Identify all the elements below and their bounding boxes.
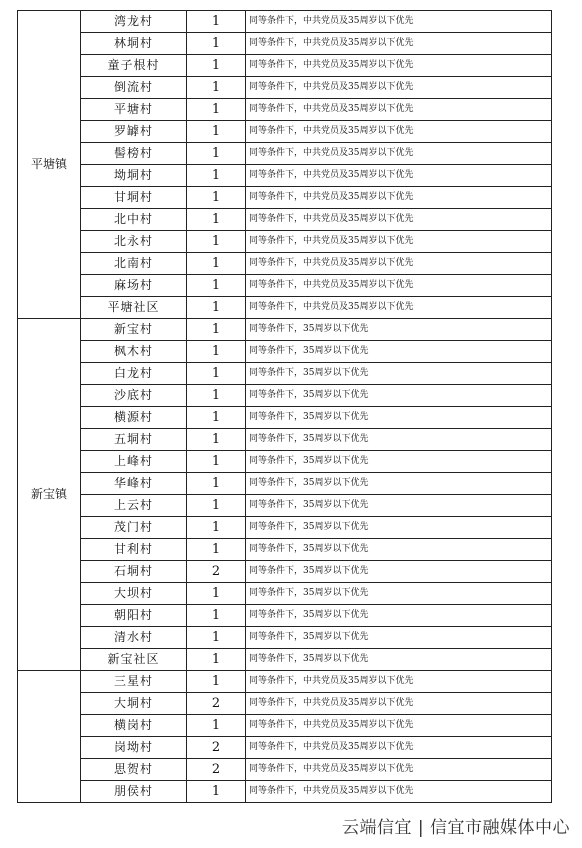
village-cell: 大垌村 (81, 693, 187, 715)
condition-cell: 同等条件下，中共党员及35周岁以下优先 (246, 781, 552, 803)
table-row (18, 275, 552, 297)
condition-cell: 同等条件下，35周岁以下优先 (246, 407, 552, 429)
count-cell: 1 (187, 583, 246, 605)
village-cell: 枫木村 (81, 341, 187, 363)
village-cell: 罗罅村 (81, 121, 187, 143)
village-cell: 平塘村 (81, 99, 187, 121)
count-cell: 1 (187, 11, 246, 33)
condition-cell: 同等条件下，35周岁以下优先 (246, 319, 552, 341)
count-cell: 1 (187, 671, 246, 693)
table-row (18, 715, 552, 737)
condition-cell: 同等条件下，中共党员及35周岁以下优先 (246, 737, 552, 759)
village-cell: 倒流村 (81, 77, 187, 99)
table-row (18, 385, 552, 407)
condition-cell: 同等条件下，35周岁以下优先 (246, 649, 552, 671)
condition-cell: 同等条件下，中共党员及35周岁以下优先 (246, 143, 552, 165)
condition-cell: 同等条件下，中共党员及35周岁以下优先 (246, 11, 552, 33)
village-cell: 北中村 (81, 209, 187, 231)
table-row (18, 143, 552, 165)
condition-cell: 同等条件下，35周岁以下优先 (246, 495, 552, 517)
count-cell: 1 (187, 649, 246, 671)
village-cell: 横岗村 (81, 715, 187, 737)
village-cell: 朝阳村 (81, 605, 187, 627)
condition-cell: 同等条件下，中共党员及35周岁以下优先 (246, 165, 552, 187)
count-cell: 1 (187, 341, 246, 363)
village-cell: 石垌村 (81, 561, 187, 583)
town-cell: 新宝镇 (18, 319, 81, 671)
condition-cell: 同等条件下，中共党员及35周岁以下优先 (246, 77, 552, 99)
condition-cell: 同等条件下，中共党员及35周岁以下优先 (246, 693, 552, 715)
village-cell: 白龙村 (81, 363, 187, 385)
village-cell: 甘利村 (81, 539, 187, 561)
count-cell: 2 (187, 693, 246, 715)
village-cell: 茂门村 (81, 517, 187, 539)
table-row (18, 737, 552, 759)
condition-cell: 同等条件下，35周岁以下优先 (246, 473, 552, 495)
count-cell: 1 (187, 715, 246, 737)
village-cell: 五垌村 (81, 429, 187, 451)
table-row (18, 319, 552, 341)
condition-cell: 同等条件下，35周岁以下优先 (246, 627, 552, 649)
count-cell: 1 (187, 385, 246, 407)
village-cell: 新宝村 (81, 319, 187, 341)
table-row (18, 671, 552, 693)
count-cell: 1 (187, 627, 246, 649)
village-cell: 湾龙村 (81, 11, 187, 33)
village-cell: 平塘社区 (81, 297, 187, 319)
table-row (18, 33, 552, 55)
town-cell (18, 671, 81, 803)
table-row (18, 517, 552, 539)
village-cell: 童子根村 (81, 55, 187, 77)
village-cell: 朋侯村 (81, 781, 187, 803)
condition-cell: 同等条件下，35周岁以下优先 (246, 517, 552, 539)
count-cell: 2 (187, 759, 246, 781)
village-cell: 清水村 (81, 627, 187, 649)
village-cell: 华峰村 (81, 473, 187, 495)
count-cell: 1 (187, 297, 246, 319)
table-row (18, 99, 552, 121)
condition-cell: 同等条件下，中共党员及35周岁以下优先 (246, 187, 552, 209)
village-cell: 坳垌村 (81, 165, 187, 187)
condition-cell: 同等条件下，中共党员及35周岁以下优先 (246, 209, 552, 231)
count-cell: 1 (187, 451, 246, 473)
condition-cell: 同等条件下，35周岁以下优先 (246, 429, 552, 451)
count-cell: 1 (187, 429, 246, 451)
condition-cell: 同等条件下，中共党员及35周岁以下优先 (246, 275, 552, 297)
table-row (18, 451, 552, 473)
village-cell: 岗坳村 (81, 737, 187, 759)
count-cell: 1 (187, 275, 246, 297)
table-row (18, 429, 552, 451)
village-cell: 北南村 (81, 253, 187, 275)
count-cell: 1 (187, 605, 246, 627)
table-row (18, 407, 552, 429)
count-cell: 1 (187, 77, 246, 99)
condition-cell: 同等条件下，35周岁以下优先 (246, 451, 552, 473)
table-row (18, 209, 552, 231)
village-cell: 新宝社区 (81, 649, 187, 671)
condition-cell: 同等条件下，35周岁以下优先 (246, 385, 552, 407)
count-cell: 1 (187, 209, 246, 231)
condition-cell: 同等条件下，中共党员及35周岁以下优先 (246, 99, 552, 121)
count-cell: 1 (187, 539, 246, 561)
condition-cell: 同等条件下，中共党员及35周岁以下优先 (246, 297, 552, 319)
table-row (18, 253, 552, 275)
village-cell: 麻场村 (81, 275, 187, 297)
recruitment-table (17, 10, 552, 803)
town-cell: 平塘镇 (18, 11, 81, 319)
table-row (18, 693, 552, 715)
count-cell: 1 (187, 495, 246, 517)
condition-cell: 同等条件下，中共党员及35周岁以下优先 (246, 715, 552, 737)
count-cell: 1 (187, 121, 246, 143)
condition-cell: 同等条件下，35周岁以下优先 (246, 605, 552, 627)
condition-cell: 同等条件下，中共党员及35周岁以下优先 (246, 231, 552, 253)
table-row (18, 165, 552, 187)
condition-cell: 同等条件下，中共党员及35周岁以下优先 (246, 55, 552, 77)
table-row (18, 121, 552, 143)
count-cell: 2 (187, 737, 246, 759)
village-cell: 甘垌村 (81, 187, 187, 209)
count-cell: 1 (187, 253, 246, 275)
table-row (18, 649, 552, 671)
table-row (18, 363, 552, 385)
table-row (18, 341, 552, 363)
count-cell: 1 (187, 517, 246, 539)
table-row (18, 473, 552, 495)
condition-cell: 同等条件下，35周岁以下优先 (246, 561, 552, 583)
table-row (18, 187, 552, 209)
count-cell: 1 (187, 143, 246, 165)
count-cell: 1 (187, 99, 246, 121)
village-cell: 上云村 (81, 495, 187, 517)
village-cell: 思贺村 (81, 759, 187, 781)
count-cell: 2 (187, 561, 246, 583)
condition-cell: 同等条件下，35周岁以下优先 (246, 341, 552, 363)
village-cell: 林垌村 (81, 33, 187, 55)
condition-cell: 同等条件下，35周岁以下优先 (246, 363, 552, 385)
count-cell: 1 (187, 55, 246, 77)
table-row (18, 583, 552, 605)
table-row (18, 561, 552, 583)
table-row (18, 297, 552, 319)
condition-cell: 同等条件下，中共党员及35周岁以下优先 (246, 33, 552, 55)
table-row (18, 231, 552, 253)
condition-cell: 同等条件下，35周岁以下优先 (246, 539, 552, 561)
count-cell: 1 (187, 407, 246, 429)
village-cell: 沙底村 (81, 385, 187, 407)
condition-cell: 同等条件下，中共党员及35周岁以下优先 (246, 121, 552, 143)
table-row (18, 495, 552, 517)
count-cell: 1 (187, 363, 246, 385)
village-cell: 大坝村 (81, 583, 187, 605)
table-row (18, 11, 552, 33)
table-row (18, 539, 552, 561)
condition-cell: 同等条件下，中共党员及35周岁以下优先 (246, 759, 552, 781)
count-cell: 1 (187, 165, 246, 187)
condition-cell: 同等条件下，中共党员及35周岁以下优先 (246, 253, 552, 275)
count-cell: 1 (187, 187, 246, 209)
condition-cell: 同等条件下，35周岁以下优先 (246, 583, 552, 605)
table-row (18, 781, 552, 803)
condition-cell: 同等条件下，中共党员及35周岁以下优先 (246, 671, 552, 693)
village-cell: 北永村 (81, 231, 187, 253)
table-row (18, 759, 552, 781)
source-watermark: 云端信宜 | 信宜市融媒体中心 (341, 818, 570, 838)
village-cell: 上峰村 (81, 451, 187, 473)
village-cell: 三星村 (81, 671, 187, 693)
count-cell: 1 (187, 473, 246, 495)
table-row (18, 55, 552, 77)
village-cell: 横源村 (81, 407, 187, 429)
table-row (18, 605, 552, 627)
table-row (18, 627, 552, 649)
count-cell: 1 (187, 231, 246, 253)
count-cell: 1 (187, 781, 246, 803)
count-cell: 1 (187, 33, 246, 55)
count-cell: 1 (187, 319, 246, 341)
village-cell: 髻榜村 (81, 143, 187, 165)
table-row (18, 77, 552, 99)
